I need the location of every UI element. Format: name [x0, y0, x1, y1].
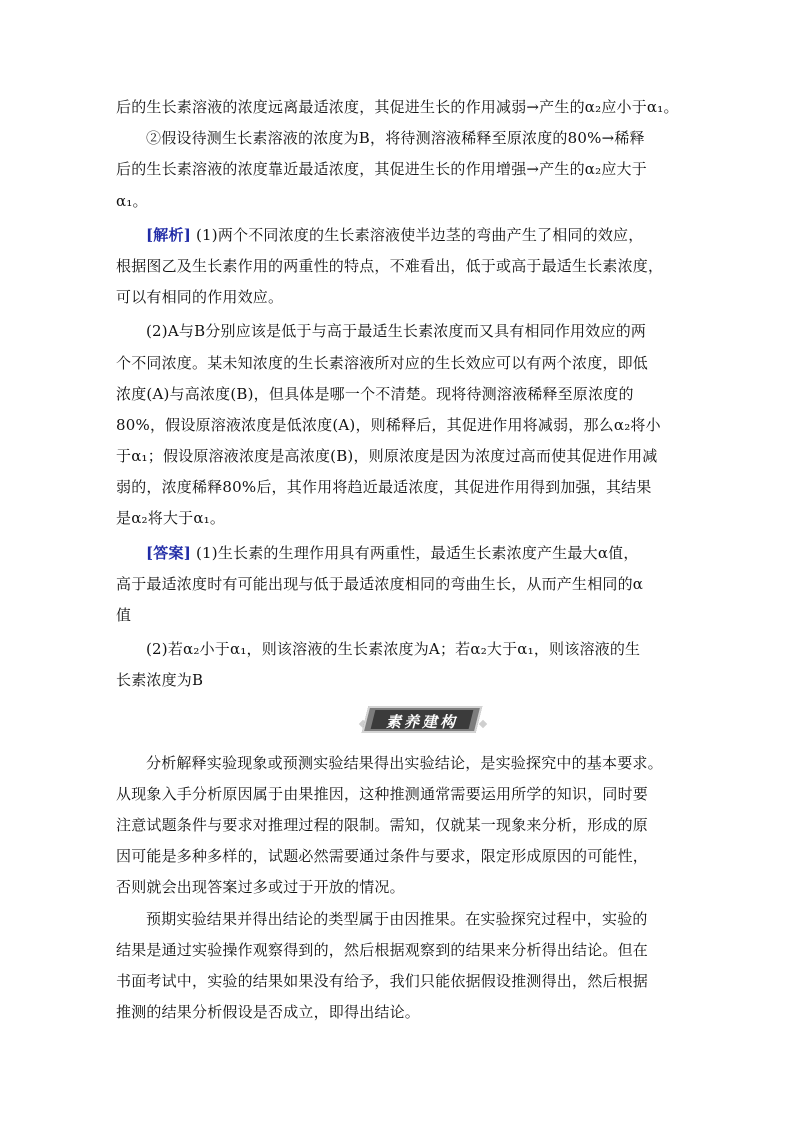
text-line: 预期实验结果并得出结论的类型属于由因推果。在实验探究过程中，实验的: [146, 909, 648, 928]
section-banner: [116, 701, 682, 739]
document-body: [116, 92, 682, 1028]
text-line: 后的生长素溶液的浓度远离最适浓度，其促进生长的作用减弱→产生的α₂应小于α₁。: [116, 98, 679, 116]
analysis-first-line: [116, 220, 682, 251]
text-line: 分析解释实验现象或预测实验结果得出实验结论，是实验探究中的基本要求。: [146, 753, 663, 772]
text-line: 可以有相同的作用效应。: [116, 288, 284, 307]
answer-text: (1)生长素的生理作用具有两重性，最适生长素浓度产生最大α值，: [195, 543, 639, 562]
text-line: 书面考试中，实验的结果如果没有给予，我们只能依据假设推测得出，然后根据: [116, 971, 649, 990]
text-line: 后的生长素溶液的浓度靠近最适浓度，其促进生长的作用增强→产生的α₂应大于: [116, 160, 647, 179]
text-line: 值: [116, 606, 132, 624]
text-line: (2)若α₂小于α₁，则该溶液的生长素浓度为A；若α₂大于α₁，则该溶液的生: [146, 640, 641, 659]
text-line: 从现象入手分析原因属于由果推因，这种推测通常需要运用所学的知识，同时要: [116, 784, 649, 803]
text-line: 结果是通过实验操作观察得到的，然后根据观察到的结果来分析得出结论。但在: [116, 940, 649, 959]
answer-first-line: [116, 538, 682, 569]
text-line: 是α₂将大于α₁。: [116, 509, 226, 528]
text-line: 根据图乙及生长素作用的两重性的特点，不难看出，低于或高于最适生长素浓度，: [116, 256, 664, 275]
text-line: 因可能是多种多样的，试题必然需要通过条件与要求，限定形成原因的可能性，: [116, 847, 649, 866]
text-line: 注意试题条件与要求对推理过程的限制。需知，仅就某一现象来分析，形成的原: [116, 815, 649, 834]
text-line: 弱的，浓度稀释80%后，其作用将趋近最适浓度，其促进作用得到加强，其结果: [116, 478, 652, 497]
text-line: 推测的结果分析假设是否成立，即得出结论。: [116, 1003, 421, 1022]
analysis-text: (1)两个不同浓度的生长素溶液使半边茎的弯曲产生了相同的效应，: [195, 225, 644, 244]
banner-decoration-right: [479, 719, 487, 727]
answer-tag: [答案]: [146, 543, 191, 562]
text-line: 于α₁；假设原溶液浓度是高浓度(B)，则原浓度是因为浓度过高而使其促进作用减: [116, 447, 658, 466]
text-line: (2)A与B分别应该是低于与高于最适生长素浓度而又具有相同作用效应的两: [146, 322, 647, 341]
analysis-tag: [解析]: [146, 225, 191, 244]
text-line: 高于最适浓度时有可能出现与低于最适浓度相同的弯曲生长，从而产生相同的α: [116, 574, 644, 593]
text-line: 80%，假设原溶液浓度是低浓度(A)，则稀释后，其促进作用将减弱，那么α₂将小: [116, 415, 661, 434]
text-line: 长素浓度为B: [116, 671, 204, 690]
section-title: 素养建构: [385, 712, 458, 731]
text-line: 否则就会出现答案过多或过于开放的情况。: [116, 878, 405, 897]
text-line: 浓度(A)与高浓度(B)，但具体是哪一个不清楚。现将待测溶液稀释至原浓度的: [116, 384, 634, 403]
text-line: α₁。: [116, 191, 148, 210]
text-line: 个不同浓度。某未知浓度的生长素溶液所对应的生长效应可以有两个浓度，即低: [116, 353, 649, 372]
text-line: ②假设待测生长素溶液的浓度为B，将待测溶液稀释至原浓度的80%→稀释: [146, 129, 645, 148]
